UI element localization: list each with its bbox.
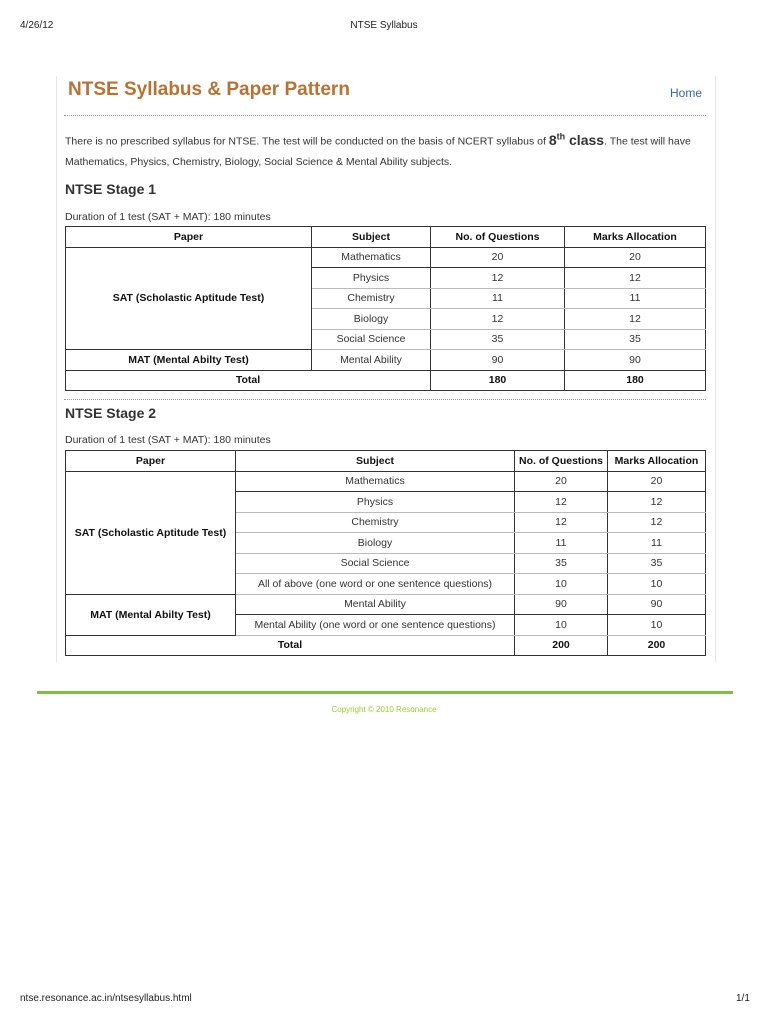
paper-sat: SAT (Scholastic Aptitude Test) (66, 471, 236, 594)
marks-cell: 10 (608, 615, 706, 636)
total-marks: 200 (608, 635, 706, 656)
questions-cell: 90 (515, 594, 608, 615)
questions-cell: 12 (431, 309, 565, 330)
stage2-table (65, 450, 706, 656)
header-subject: Subject (312, 227, 431, 248)
table-row (66, 594, 706, 615)
questions-cell: 12 (515, 492, 608, 513)
subject-cell: Chemistry (312, 288, 431, 309)
subject-cell: Mental Ability (236, 594, 515, 615)
title-divider (64, 115, 706, 116)
marks-cell: 90 (565, 350, 706, 371)
total-marks: 180 (565, 370, 706, 391)
questions-cell: 10 (515, 574, 608, 595)
print-url: ntse.resonance.ac.in/ntsesyllabus.html (20, 993, 192, 1004)
subject-cell: Mathematics (236, 471, 515, 492)
marks-cell: 10 (608, 574, 706, 595)
subject-cell: Physics (312, 268, 431, 289)
table-row (66, 350, 706, 371)
subject-cell: Physics (236, 492, 515, 513)
questions-cell: 11 (515, 533, 608, 554)
header-questions: No. of Questions (515, 451, 608, 472)
stage1-table (65, 226, 706, 391)
total-questions: 180 (431, 370, 565, 391)
marks-cell: 11 (565, 288, 706, 309)
footer-divider (37, 691, 733, 694)
marks-cell: 90 (608, 594, 706, 615)
intro-paragraph: There is no prescribed syllabus for NTSE. The test will be conducted on the basis of NCERT syllabus of 8th class. The test will have Mathematics, Physics, Chemistry, Biology, Social Science & Mental Ability subjects. (65, 131, 691, 168)
header-paper: Paper (66, 451, 236, 472)
home-link[interactable]: Home (670, 86, 703, 100)
header-questions: No. of Questions (431, 227, 565, 248)
print-page-number: 1/1 (736, 993, 750, 1004)
marks-cell: 11 (608, 533, 706, 554)
paper-mat: MAT (Mental Abilty Test) (66, 350, 312, 371)
questions-cell: 12 (431, 268, 565, 289)
stage1-heading: NTSE Stage 1 (65, 181, 157, 197)
questions-cell: 35 (431, 329, 565, 350)
marks-cell: 12 (608, 512, 706, 533)
questions-cell: 12 (515, 512, 608, 533)
marks-cell: 12 (565, 309, 706, 330)
total-label: Total (66, 635, 515, 656)
subject-cell: Social Science (236, 553, 515, 574)
subject-cell: Social Science (312, 329, 431, 350)
marks-cell: 20 (608, 471, 706, 492)
table-row (66, 247, 706, 268)
total-questions: 200 (515, 635, 608, 656)
stage1-duration: Duration of 1 test (SAT + MAT): 180 minutes (65, 211, 271, 223)
total-label: Total (66, 370, 431, 391)
marks-cell: 20 (565, 247, 706, 268)
subject-cell: Mental Ability (312, 350, 431, 371)
table-header-row (66, 451, 706, 472)
total-row (66, 635, 706, 656)
stage2-duration: Duration of 1 test (SAT + MAT): 180 minutes (65, 434, 271, 446)
marks-cell: 12 (608, 492, 706, 513)
print-date: 4/26/12 (20, 20, 54, 31)
marks-cell: 35 (608, 553, 706, 574)
subject-cell: Biology (236, 533, 515, 554)
total-row (66, 370, 706, 391)
questions-cell: 20 (515, 471, 608, 492)
header-paper: Paper (66, 227, 312, 248)
copyright-text: Copyright © 2010 Resonance (331, 705, 437, 714)
subject-cell: Mathematics (312, 247, 431, 268)
subject-cell: All of above (one word or one sentence questions) (236, 574, 515, 595)
stage2-heading: NTSE Stage 2 (65, 405, 157, 421)
questions-cell: 90 (431, 350, 565, 371)
paper-sat: SAT (Scholastic Aptitude Test) (66, 247, 312, 350)
header-marks: Marks Allocation (608, 451, 706, 472)
subject-cell: Chemistry (236, 512, 515, 533)
marks-cell: 12 (565, 268, 706, 289)
page-title: NTSE Syllabus & Paper Pattern (68, 79, 350, 100)
stage-divider (64, 399, 706, 400)
questions-cell: 20 (431, 247, 565, 268)
subject-cell: Mental Ability (one word or one sentence questions) (236, 615, 515, 636)
marks-cell: 35 (565, 329, 706, 350)
header-marks: Marks Allocation (565, 227, 706, 248)
print-title: NTSE Syllabus (350, 20, 418, 31)
table-header-row (66, 227, 706, 248)
questions-cell: 11 (431, 288, 565, 309)
questions-cell: 10 (515, 615, 608, 636)
header-subject: Subject (236, 451, 515, 472)
paper-mat: MAT (Mental Abilty Test) (66, 594, 236, 635)
subject-cell: Biology (312, 309, 431, 330)
table-row (66, 471, 706, 492)
questions-cell: 35 (515, 553, 608, 574)
